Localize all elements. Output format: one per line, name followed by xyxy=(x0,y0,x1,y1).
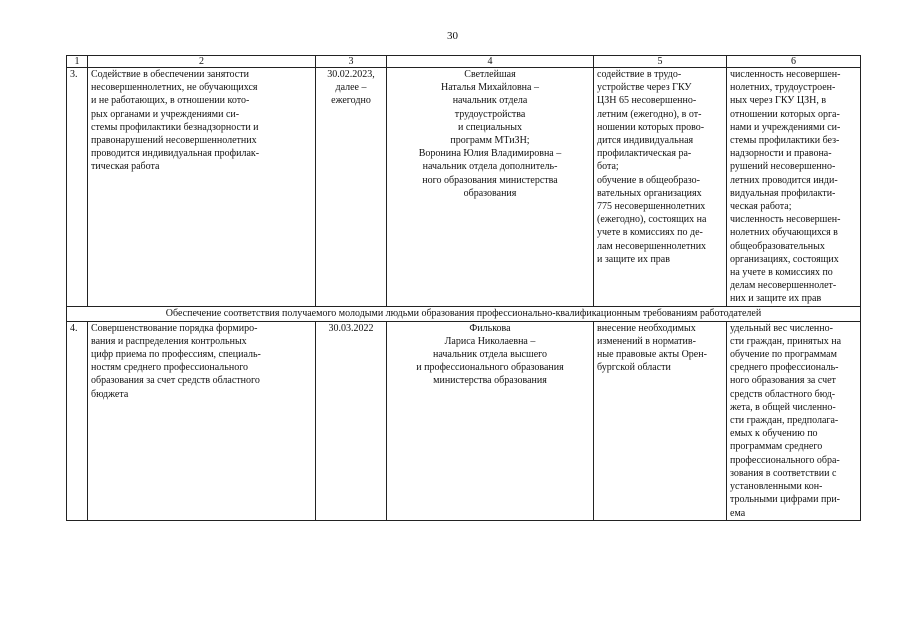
cell-text-line: сти граждан, принятых на xyxy=(730,335,842,347)
cell-text-line: проводится индивидуальная профилак- xyxy=(91,148,260,160)
column-number-header: 2 xyxy=(88,56,316,68)
cell-text-line: на учете в комиссиях по xyxy=(730,267,833,279)
cell-text-line: (ежегодно), состоящих на xyxy=(597,214,707,226)
cell-text-line: устройстве через ГКУ xyxy=(597,82,692,94)
cell-text-line: отношении которых орга- xyxy=(730,108,840,120)
cell-text-line: министерства образования xyxy=(433,375,547,387)
cell-text-line: бота; xyxy=(597,161,619,173)
cell-text-line: средств областного бюд- xyxy=(730,388,836,400)
column-number-header: 5 xyxy=(594,56,727,68)
cell-text-line: тическая работа xyxy=(91,161,160,173)
cell-text-line: бургской области xyxy=(597,362,671,374)
cell-text-line: Светлейшая xyxy=(464,69,516,80)
cell-text-line: ные правовые акты Орен- xyxy=(597,349,707,361)
cell-text-line: ношении которых прово- xyxy=(597,121,705,133)
section-heading-row xyxy=(67,306,861,321)
cell-text-line: обучение по программам xyxy=(730,349,837,361)
cell-text-line: делам несовершеннолет- xyxy=(730,280,837,292)
plan-table xyxy=(66,55,861,521)
activity-cell xyxy=(88,68,316,307)
cell-text-line: изменений в норматив- xyxy=(597,335,696,347)
cell-text-line: среднего профессиональ- xyxy=(730,362,839,374)
cell-text-line: содействие в трудо- xyxy=(597,69,682,80)
cell-text-line: ностям среднего профессионального xyxy=(91,362,249,374)
cell-text-line: бюджета xyxy=(91,388,129,400)
cell-text-line: обучение в общеобразо- xyxy=(597,174,701,186)
cell-text-line: нами и учреждениями си- xyxy=(730,121,841,133)
cell-text-line: рых органами и учреждениями си- xyxy=(91,108,240,120)
cell-text-line: Наталья Михайловна – xyxy=(441,82,539,94)
indicator-cell xyxy=(727,321,861,520)
cell-text-line: начальник отдела дополнитель- xyxy=(422,161,558,173)
cell-text-line: ежегодно xyxy=(331,95,371,107)
cell-text-line: ЦЗН 65 несовершенно- xyxy=(597,95,697,107)
cell-text-line: вательных организациях xyxy=(597,187,702,199)
cell-text-line: программам среднего xyxy=(730,441,823,453)
cell-text-line: стемы профилактики безнадзорности и xyxy=(91,121,259,133)
cell-text-line: начальник отдела высшего xyxy=(433,349,547,361)
row-number: 3. xyxy=(67,68,88,307)
column-number-header: 3 xyxy=(316,56,387,68)
cell-text-line: и не работающих, в отношении кото- xyxy=(91,95,250,107)
cell-text-line: далее – xyxy=(335,82,367,94)
cell-text-line: трольными цифрами при- xyxy=(730,494,840,506)
page-number: 30 xyxy=(447,30,458,42)
activity-cell xyxy=(88,321,316,520)
cell-text-line: ного образования министерства xyxy=(422,174,558,186)
cell-text-line: и защите их прав xyxy=(597,253,670,265)
table-row xyxy=(67,321,861,520)
cell-text-line: цифр приема по профессиям, специаль- xyxy=(91,349,261,361)
cell-text-line: Филькова xyxy=(469,322,511,334)
cell-text-line: летним (ежегодно), в от- xyxy=(597,108,702,120)
cell-text-line: нолетних обучающихся в xyxy=(730,227,838,239)
row-number: 4. xyxy=(67,321,88,520)
cell-text-line: общеобразовательных xyxy=(730,240,825,252)
deadline-cell xyxy=(316,321,387,520)
cell-text-line: видуальная профилакти- xyxy=(730,187,836,199)
cell-text-line: надзорности и правона- xyxy=(730,148,832,160)
result-cell xyxy=(594,68,727,307)
cell-text-line: численность несовершен- xyxy=(730,214,841,226)
cell-text-line: правонарушений несовершеннолетних xyxy=(91,135,257,147)
cell-text-line: зования в соответствии с xyxy=(730,467,837,479)
cell-text-line: емых к обучению по xyxy=(730,428,818,440)
section-title: Обеспечение соответствия получаемого молодыми людьми образования профессионально-квалификационным требованиям работодателей xyxy=(67,306,861,321)
cell-text-line: ного образования за счет xyxy=(730,375,836,387)
cell-text-line: нолетних, трудоустроен- xyxy=(730,82,836,94)
cell-text-line: и профессионального образования xyxy=(416,362,564,374)
cell-text-line: дится индивидуальная xyxy=(597,135,694,147)
cell-text-line: вания и распределения контрольных xyxy=(91,335,247,347)
cell-text-line: образования xyxy=(463,187,517,199)
indicator-cell xyxy=(727,68,861,307)
cell-text-line: начальник отдела xyxy=(452,95,528,107)
cell-text-line: рушений несовершенно- xyxy=(730,161,836,173)
cell-text-line: установленными кон- xyxy=(730,481,823,493)
cell-text-line: ных через ГКУ ЦЗН, в xyxy=(730,95,827,107)
cell-text-line: ческая работа; xyxy=(730,201,792,213)
result-cell xyxy=(594,321,727,520)
table-row xyxy=(67,68,861,307)
cell-text-line: Содействие в обеспечении занятости xyxy=(91,69,249,80)
cell-text-line: 775 несовершеннолетних xyxy=(597,201,706,213)
responsible-cell xyxy=(387,68,594,307)
responsible-cell xyxy=(387,321,594,520)
cell-text-line: профилактическая ра- xyxy=(597,148,692,160)
cell-text-line: несовершеннолетних, не обучающихся xyxy=(91,82,258,94)
table-header-row xyxy=(67,56,861,68)
deadline-cell xyxy=(316,68,387,307)
cell-text-line: учете в комиссиях по де- xyxy=(597,227,703,239)
cell-text-line: жета, в общей численно- xyxy=(730,401,836,413)
cell-text-line: летних проводится инди- xyxy=(730,174,838,186)
cell-text-line: образования за счет средств областного xyxy=(91,375,260,387)
cell-text-line: Совершенствование порядка формиро- xyxy=(91,322,258,334)
column-number-header: 4 xyxy=(387,56,594,68)
cell-text-line: Воронина Юлия Владимировна – xyxy=(418,148,562,160)
cell-text-line: программ МТиЗН; xyxy=(450,135,530,147)
cell-text-line: них и защите их прав xyxy=(730,293,822,305)
cell-text-line: трудоустройства xyxy=(454,108,526,120)
cell-text-line: сти граждан, предполага- xyxy=(730,415,839,427)
cell-text-line: удельный вес численно- xyxy=(730,322,833,334)
cell-text-line: профессионального обра- xyxy=(730,454,840,466)
cell-text-line: и специальных xyxy=(458,121,522,133)
cell-text-line: лам несовершеннолетних xyxy=(597,240,707,252)
cell-text-line: Лариса Николаевна – xyxy=(444,335,536,347)
column-number-header: 6 xyxy=(727,56,861,68)
cell-text-line: численность несовершен- xyxy=(730,69,841,80)
cell-text-line: 30.02.2023, xyxy=(327,69,375,80)
cell-text-line: ема xyxy=(730,507,746,519)
cell-text-line: организациях, состоящих xyxy=(730,253,839,265)
cell-text-line: стемы профилактики без- xyxy=(730,135,840,147)
cell-text-line: 30.03.2022 xyxy=(328,322,374,334)
cell-text-line: внесение необходимых xyxy=(597,322,696,334)
column-number-header: 1 xyxy=(67,56,88,68)
